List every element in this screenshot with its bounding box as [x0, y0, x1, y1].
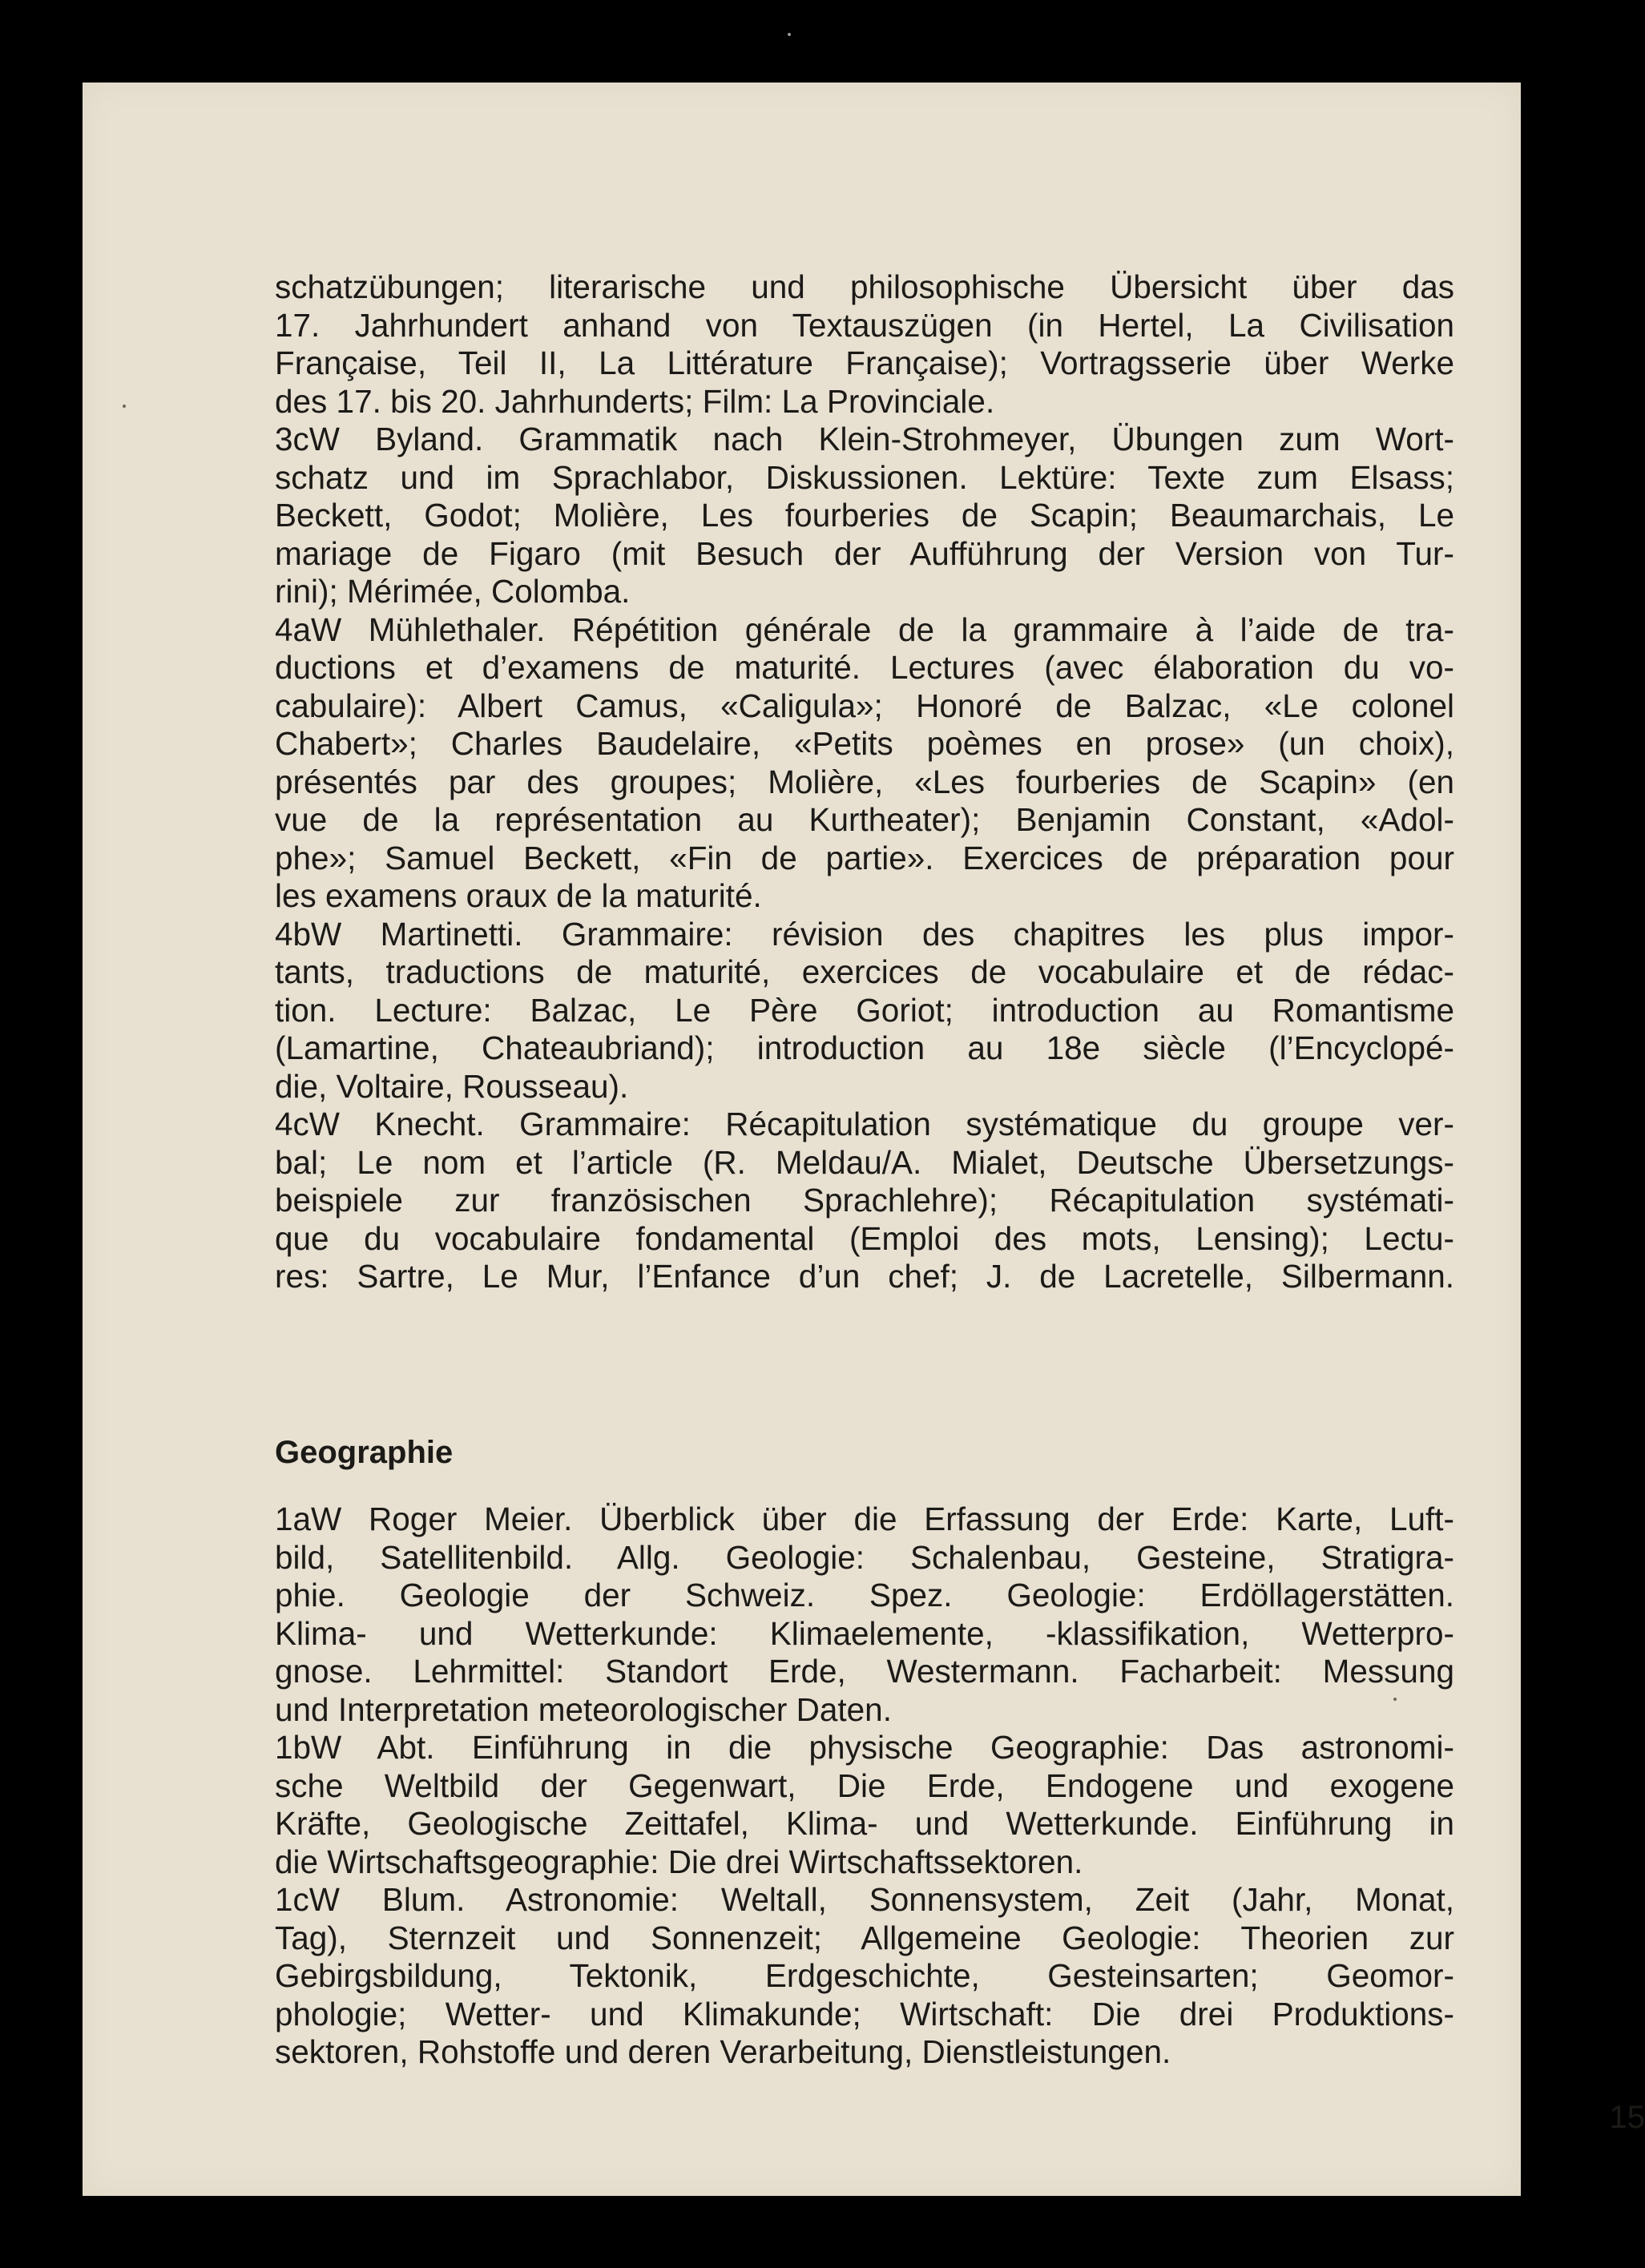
text-line: bild, Satellitenbild. Allg. Geologie: Schalenbau, Gesteine, Stratigra- — [275, 1538, 1454, 1576]
text-line: und Interpretation meteorologischer Daten. — [275, 1690, 892, 1728]
text-line: schatzübungen; literarische und philosophische Übersicht über das — [275, 268, 1454, 305]
text-line: vue de la représentation au Kurtheater); Benjamin Constant, «Adol- — [275, 801, 1454, 838]
text-line: Kräfte, Geologische Zeittafel, Klima- und Wetterkunde. Einführung in — [275, 1805, 1454, 1842]
text-line: res: Sartre, Le Mur, l’Enfance d’un chef; J. de Lacretelle, Silbermann. — [275, 1258, 1454, 1295]
french-section-text — [275, 268, 1454, 1296]
scanned-page — [83, 83, 1645, 2196]
scan-speck — [123, 405, 126, 408]
text-line: tion. Lecture: Balzac, Le Père Goriot; introduction au Romantisme — [275, 991, 1454, 1029]
text-line: 1cW Blum. Astronomie: Weltall, Sonnensystem, Zeit (Jahr, Monat, — [275, 1881, 1454, 1918]
geography-section-text — [275, 1501, 1454, 2072]
text-line: 4bW Martinetti. Grammaire: révision des chapitres les plus impor- — [275, 915, 1454, 953]
text-line: sektoren, Rohstoffe und deren Verarbeitung, Dienstleistungen. — [275, 2033, 1171, 2070]
text-line: phologie; Wetter- und Klimakunde; Wirtschaft: Die drei Produktions- — [275, 1995, 1454, 2032]
section-heading-geographie: Geographie — [275, 1435, 454, 1470]
text-line: rini); Mérimée, Colomba. — [275, 573, 631, 610]
text-line: 4cW Knecht. Grammaire: Récapitulation systématique du groupe ver- — [275, 1106, 1454, 1142]
text-line: phie. Geologie der Schweiz. Spez. Geologie: Erdöllagerstätten. — [275, 1577, 1454, 1613]
text-line: 4aW Mühlethaler. Répétition générale de la grammaire à l’aide de tra- — [275, 610, 1454, 648]
text-line: 3cW Byland. Grammatik nach Klein-Strohmeyer, Übungen zum Wort- — [275, 421, 1454, 457]
text-line: gnose. Lehrmittel: Standort Erde, Westermann. Facharbeit: Messung — [275, 1653, 1454, 1690]
text-line: tants, traductions de maturité, exercices de vocabulaire et de rédac- — [275, 953, 1454, 990]
text-line: phe»; Samuel Beckett, «Fin de partie». Exercices de préparation pour — [275, 839, 1454, 876]
text-line: schatz und im Sprachlabor, Diskussionen. Lektüre: Texte zum Elsass; — [275, 458, 1454, 496]
text-line: cabulaire): Albert Camus, «Caligula»; Honoré de Balzac, «Le colonel — [275, 687, 1454, 724]
text-line: 1aW Roger Meier. Überblick über die Erfassung der Erde: Karte, Luft- — [275, 1501, 1454, 1537]
text-line: Française, Teil II, La Littérature Française); Vortragsserie über Werke — [275, 344, 1454, 381]
text-line: 1bW Abt. Einführung in die physische Geographie: Das astronomi- — [275, 1729, 1454, 1766]
text-line: bal; Le nom et l’article (R. Meldau/A. Mialet, Deutsche Übersetzungs- — [275, 1143, 1454, 1181]
text-line: sche Weltbild der Gegenwart, Die Erde, Endogene und exogene — [275, 1766, 1454, 1804]
text-line: Beckett, Godot; Molière, Les fourberies de Scapin; Beaumarchais, Le — [275, 497, 1454, 534]
page-number: 15 — [1609, 2100, 1645, 2135]
text-line: Chabert»; Charles Baudelaire, «Petits poèmes en prose» (un choix), — [275, 725, 1454, 762]
text-line: des 17. bis 20. Jahrhunderts; Film: La Provinciale. — [275, 382, 995, 420]
text-line: ductions et d’examens de maturité. Lectures (avec élaboration du vo- — [275, 649, 1454, 686]
text-line: 17. Jahrhundert anhand von Textauszügen (in Hertel, La Civilisation — [275, 306, 1454, 344]
text-line: mariage de Figaro (mit Besuch der Aufführung der Version von Tur- — [275, 534, 1454, 572]
text-line: Tag), Sternzeit und Sonnenzeit; Allgemeine Geologie: Theorien zur — [275, 1919, 1454, 1956]
text-line: die, Voltaire, Rousseau). — [275, 1067, 629, 1105]
scan-speck — [788, 33, 791, 36]
text-line: beispiele zur französischen Sprachlehre); Récapitulation systémati- — [275, 1182, 1454, 1219]
text-line: présentés par des groupes; Molière, «Les fourberies de Scapin» (en — [275, 763, 1454, 800]
text-line: (Lamartine, Chateaubriand); introduction au 18e siècle (l’Encyclopé- — [275, 1029, 1454, 1066]
text-line: que du vocabulaire fondamental (Emploi des mots, Lensing); Lectu- — [275, 1219, 1454, 1257]
text-line: die Wirtschaftsgeographie: Die drei Wirtschaftssektoren. — [275, 1843, 1083, 1880]
text-line: Gebirgsbildung, Tektonik, Erdgeschichte, Gesteinsarten; Geomor- — [275, 1957, 1454, 1994]
text-line: les examens oraux de la maturité. — [275, 877, 762, 914]
text-line: Klima- und Wetterkunde: Klimaelemente, -klassifikation, Wetterpro- — [275, 1614, 1454, 1652]
